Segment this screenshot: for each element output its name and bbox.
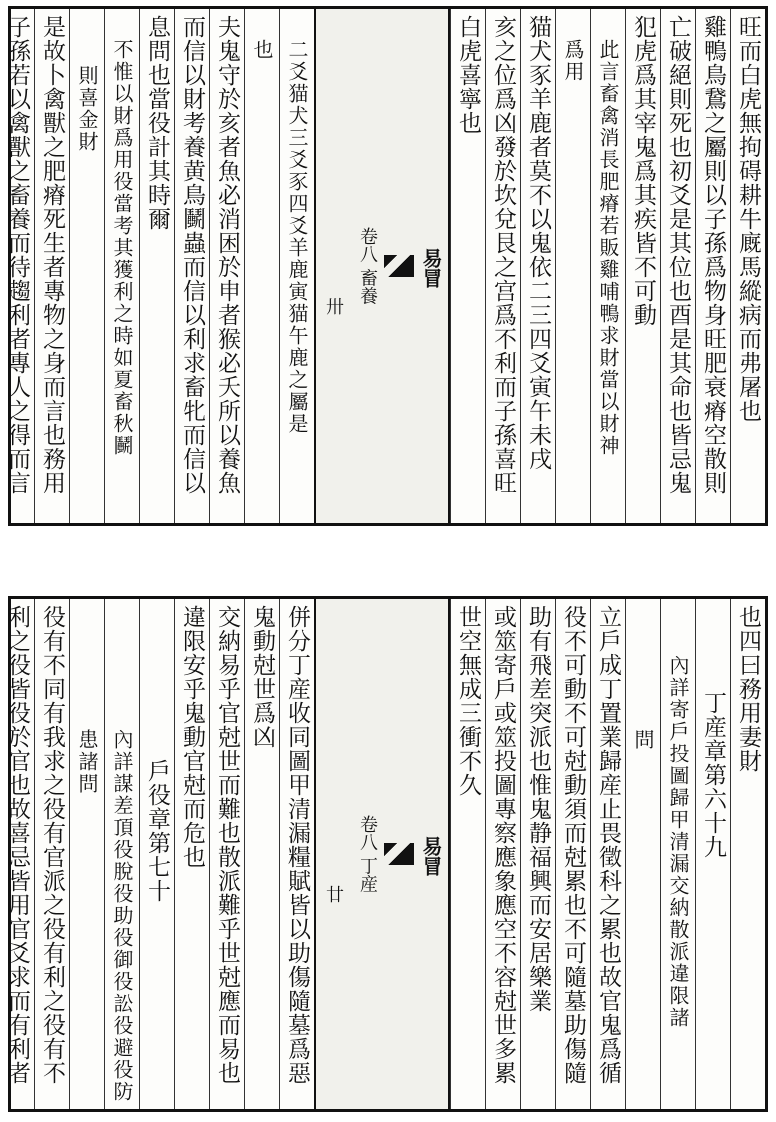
bottom-columns <box>4 599 765 1109</box>
text-column: 白虎喜寧也 <box>450 9 485 523</box>
bottom-page <box>4 596 768 1112</box>
text-column: 不惟以財爲用役當考其獲利之時如夏畜秋鬭 <box>104 9 139 523</box>
text-column: 問 <box>625 599 660 1109</box>
fold-chapter: 卷八 丁産 <box>357 815 378 893</box>
text-column: 夫鬼守於亥者魚必消困於申者猴必夭所以養魚 <box>209 9 244 523</box>
text-column: 也 <box>244 9 279 523</box>
fold-folio: 廿 <box>323 885 344 903</box>
text-column: 利之役皆役於官也故喜忌皆用官爻求而有利者 <box>4 605 30 1085</box>
text-column: 雞鴨鳥鵞之屬則以子孫爲物身旺肥衰瘠空散則 <box>695 9 730 523</box>
text-column: 是故卜禽獸之肥瘠死生者專物之身而言也務用 <box>34 9 69 523</box>
fold-title: 易冒 <box>419 836 443 876</box>
text-column: 猫犬豕羊鹿者莫不以鬼依二三四爻寅午未戌 <box>520 9 555 523</box>
text-column: 而信以財考養黄鳥鬭蟲而信以利求畜牝而信以 <box>174 9 209 523</box>
text-column: 立戶成丁置業歸産止畏徵科之累也故官鬼爲循 <box>590 599 625 1109</box>
text-column: 則喜金財 <box>69 9 104 523</box>
text-column: 役不可動不可尅動須而尅累也不可隨墓助傷隨 <box>555 599 590 1109</box>
text-column: 助有飛差突派也惟鬼静福興而安居樂業 <box>520 599 555 1109</box>
text-column: 也四曰務用妻財 <box>730 599 765 1109</box>
text-column: 併分丁産收同圖甲清漏糧賦皆以助傷隨墓爲惡 <box>279 599 314 1109</box>
text-column: 亡破絕則死也初爻是其位也酉是其命也皆忌鬼 <box>660 9 695 523</box>
text-column: 違限安乎鬼動官尅而危也 <box>174 599 209 1109</box>
text-column: 鬼動尅世爲凶 <box>244 599 279 1109</box>
text-column: 二爻猫犬三爻豕四爻羊鹿寅猫午鹿之屬是 <box>279 9 314 523</box>
text-column: 旺而白虎無拘碍耕牛廐馬縱病而弗屠也 <box>730 9 765 523</box>
text-column: 子孫若以禽獸之畜養而待趨利者專人之得而言 <box>4 15 30 495</box>
text-column: 役有不同有我求之役有官派之役有利之役有不 <box>34 599 69 1109</box>
fold-chapter: 卷八 畜養 <box>357 227 378 305</box>
text-column: 亥之位爲凶發於坎兌艮之宫爲不利而子孫喜旺 <box>485 9 520 523</box>
top-columns <box>4 9 765 523</box>
text-column: 內詳謀差頂役脫役助役御役訟役避役防 <box>104 599 139 1109</box>
text-column: 犯虎爲其宰鬼爲其疾皆不可動 <box>625 9 660 523</box>
fold-folio: 卅 <box>323 297 344 315</box>
fold-margin <box>314 9 450 523</box>
fish-tail-mark-icon <box>384 843 414 865</box>
text-column: 交納易乎官尅世而難也散派難乎世尅應而易也 <box>209 599 244 1109</box>
fold-title: 易冒 <box>419 248 443 288</box>
fold-margin <box>314 599 450 1109</box>
fish-tail-mark-icon <box>384 255 414 277</box>
text-column: 爲用 <box>555 9 590 523</box>
top-page <box>4 6 768 526</box>
chapter-heading: 戶役章第七十 <box>139 599 174 1109</box>
text-column: 患諸問 <box>69 599 104 1109</box>
text-column: 此言畜禽消長肥瘠若販雞哺鴨求財當以財神 <box>590 9 625 523</box>
text-column: 或筮寄戶或筮投圖專察應象應空不容尅世多累 <box>485 599 520 1109</box>
chapter-heading: 丁産章第六十九 <box>695 599 730 1109</box>
text-column: 世空無成三衝不久 <box>450 599 485 1109</box>
text-column: 息問也當役計其時爾 <box>139 9 174 523</box>
text-column: 內詳寄戶投圖歸甲清漏交納散派違限諸 <box>660 599 695 1109</box>
